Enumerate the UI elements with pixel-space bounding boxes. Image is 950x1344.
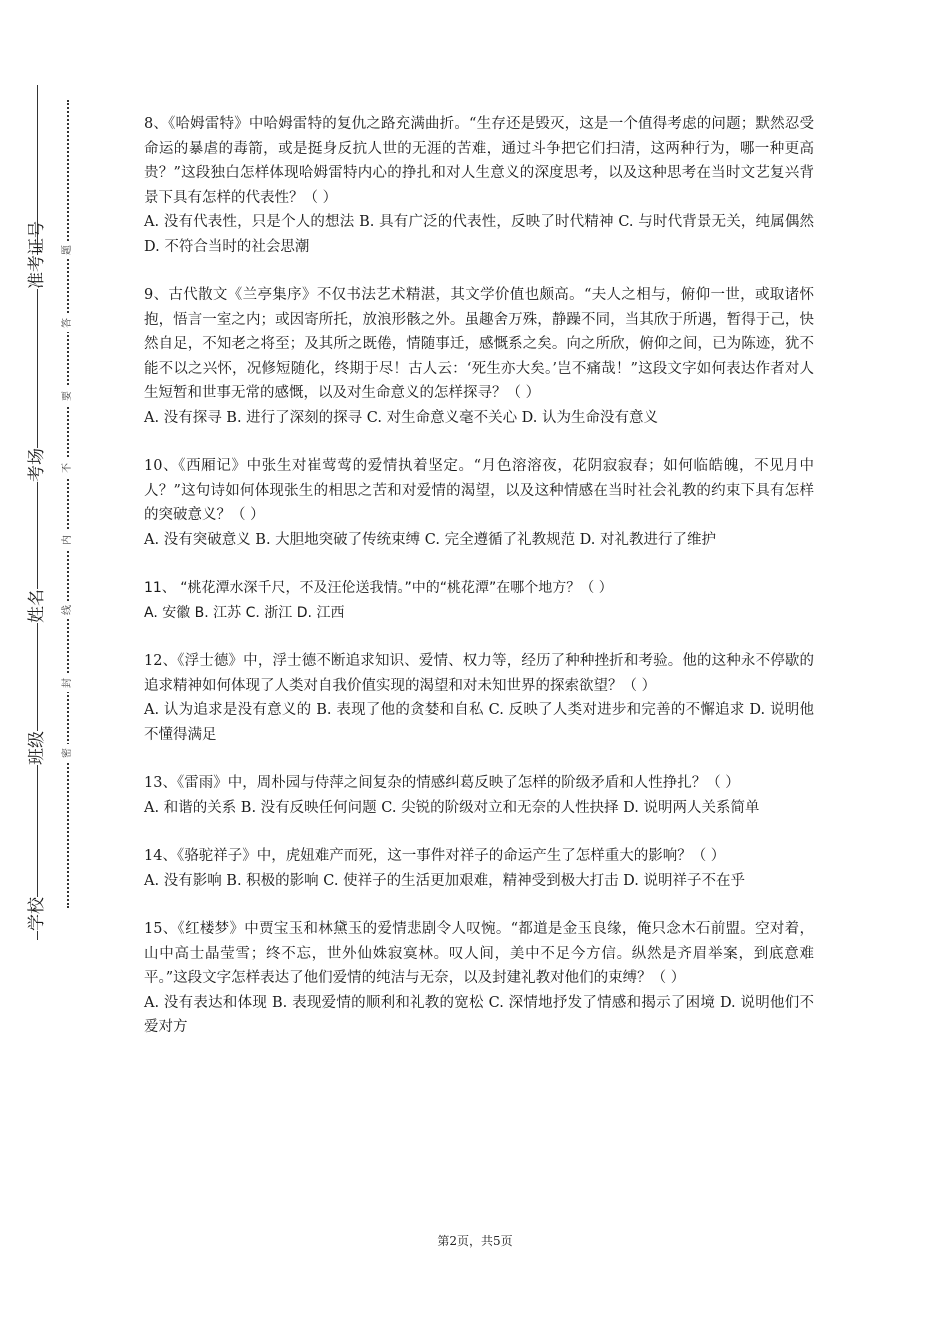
question-list — [144, 112, 814, 1064]
seal-char: 内 — [62, 531, 74, 549]
question-10 — [144, 454, 814, 552]
question-options: A. 没有探寻 B. 进行了深刻的探寻 C. 对生命意义毫不关心 D. 认为生命没有意义 — [144, 409, 659, 426]
binding-strip — [0, 0, 90, 1344]
question-text: 13、《雷雨》中，周朴园与侍萍之间复杂的情感纠葛反映了怎样的阶级矛盾和人性挣扎？（ ） — [144, 775, 740, 791]
question-11 — [144, 576, 814, 625]
question-13 — [144, 771, 814, 820]
question-options: A. 认为追求是没有意义的 B. 表现了他的贪婪和自私 C. 反映了人类对进步和完善的不懈追求 D. 说明他不懂得满足 — [144, 702, 814, 743]
question-14 — [144, 844, 814, 893]
question-8 — [144, 112, 814, 259]
question-12 — [144, 649, 814, 747]
seal-dotted-line — [67, 100, 69, 908]
binding-solid-line — [37, 85, 38, 940]
seal-char: 要 — [62, 387, 74, 405]
question-text: 15、《红楼梦》中贾宝玉和林黛玉的爱情悲剧令人叹惋。“都道是金玉良缘，俺只念木石前盟。空对着，山中高士晶莹雪；终不忘，世外仙姝寂寞林。叹人间，美中不足今方信。纵然是齐眉举案，到底意难平。”这段文字怎样表达了他们爱情的纯洁与无奈，以及封建礼教对他们的束缚？（ ） — [144, 921, 814, 986]
field-school-label: 学校 — [27, 897, 47, 931]
seal-char: 不 — [62, 459, 74, 477]
page-footer: 第2页，共5页 — [437, 1234, 513, 1248]
question-options: A. 没有表达和体现 B. 表现爱情的顺利和礼教的宽松 C. 深情地抒发了情感和揭示了困境 D. 说明他们不爱对方 — [144, 994, 814, 1035]
question-text: 12、《浮士德》中，浮士德不断追求知识、爱情、权力等，经历了种种挫折和考验。他的这种永不停歇的追求精神如何体现了人类对自我价值实现的渴望和对未知世界的探索欲望？（ ） — [144, 653, 814, 694]
question-options: A. 没有代表性，只是个人的想法 B. 具有广泛的代表性，反映了时代精神 C. 与时代背景无关，纯属偶然 D. 不符合当时的社会思潮 — [144, 214, 814, 255]
field-exam-number-label: 准考证号 — [27, 221, 47, 289]
seal-char: 答 — [62, 314, 74, 332]
question-text: 14、《骆驼祥子》中，虎妞难产而死，这一事件对祥子的命运产生了怎样重大的影响？（ ） — [144, 848, 726, 864]
seal-char: 密 — [62, 744, 74, 762]
question-text: 8、《哈姆雷特》中哈姆雷特的复仇之路充满曲折。“生存还是毁灭，这是一个值得考虑的问题；默然忍受命运的暴虐的毒箭，或是挺身反抗人世的无涯的苦难，通过斗争把它们扫清，这两种行为，哪一种更高贵？”这段独白怎样体现哈姆雷特内心的挣扎和对人生意义的深度思考，以及这种思考在当时文艺复兴背景下具有怎样的代表性？（ ） — [144, 116, 814, 206]
question-options: A. 没有突破意义 B. 大胆地突破了传统束缚 C. 完全遵循了礼教规范 D. 对礼教进行了维护 — [144, 531, 717, 548]
question-options: A. 安徽 B. 江苏 C. 浙江 D. 江西 — [144, 604, 345, 621]
question-options: A. 没有影响 B. 积极的影响 C. 使祥子的生活更加艰难，精神受到极大打击 D. 说明祥子不在乎 — [144, 872, 746, 889]
seal-char: 题 — [62, 241, 74, 259]
question-text: 11、 “桃花潭水深千尺，不及汪伦送我情。”中的“桃花潭”在哪个地方？（ ） — [144, 580, 613, 596]
question-options: A. 和谐的关系 B. 没有反映任何问题 C. 尖锐的阶级对立和无奈的人性抉择 D. 说明两人关系简单 — [144, 799, 760, 816]
seal-char: 封 — [62, 674, 74, 692]
field-name-label: 姓名 — [27, 589, 47, 623]
field-class-label: 班级 — [27, 731, 47, 765]
field-exam-room-label: 考场 — [27, 448, 47, 482]
question-text: 10、《西厢记》中张生对崔莺莺的爱情执着坚定。“月色溶溶夜，花阴寂寂春；如何临皓魄，不见月中人？”这句诗如何体现张生的相思之苦和对爱情的渴望，以及这种情感在当时社会礼教的约束下具有怎样的突破意义？（ ） — [144, 458, 814, 523]
question-text: 9、古代散文《兰亭集序》不仅书法艺术精湛，其文学价值也颇高。“夫人之相与，俯仰一世，或取诸怀抱，悟言一室之内；或因寄所托，放浪形骸之外。虽趣舍万殊，静躁不同，当其欣于所遇，暂得于己，快然自足，不知老之将至；及其所之既倦，情随事迁，感慨系之矣。向之所欣，俯仰之间，已为陈迹，犹不能不以之兴怀，况修短随化，终期于尽！古人云：‘死生亦大矣。’岂不痛哉！”这段文字如何表达作者对人生短暂和世事无常的感慨，以及对生命意义的怎样探寻？（ ） — [144, 287, 814, 401]
seal-char: 线 — [62, 601, 74, 619]
question-15 — [144, 917, 814, 1040]
question-9 — [144, 283, 814, 430]
